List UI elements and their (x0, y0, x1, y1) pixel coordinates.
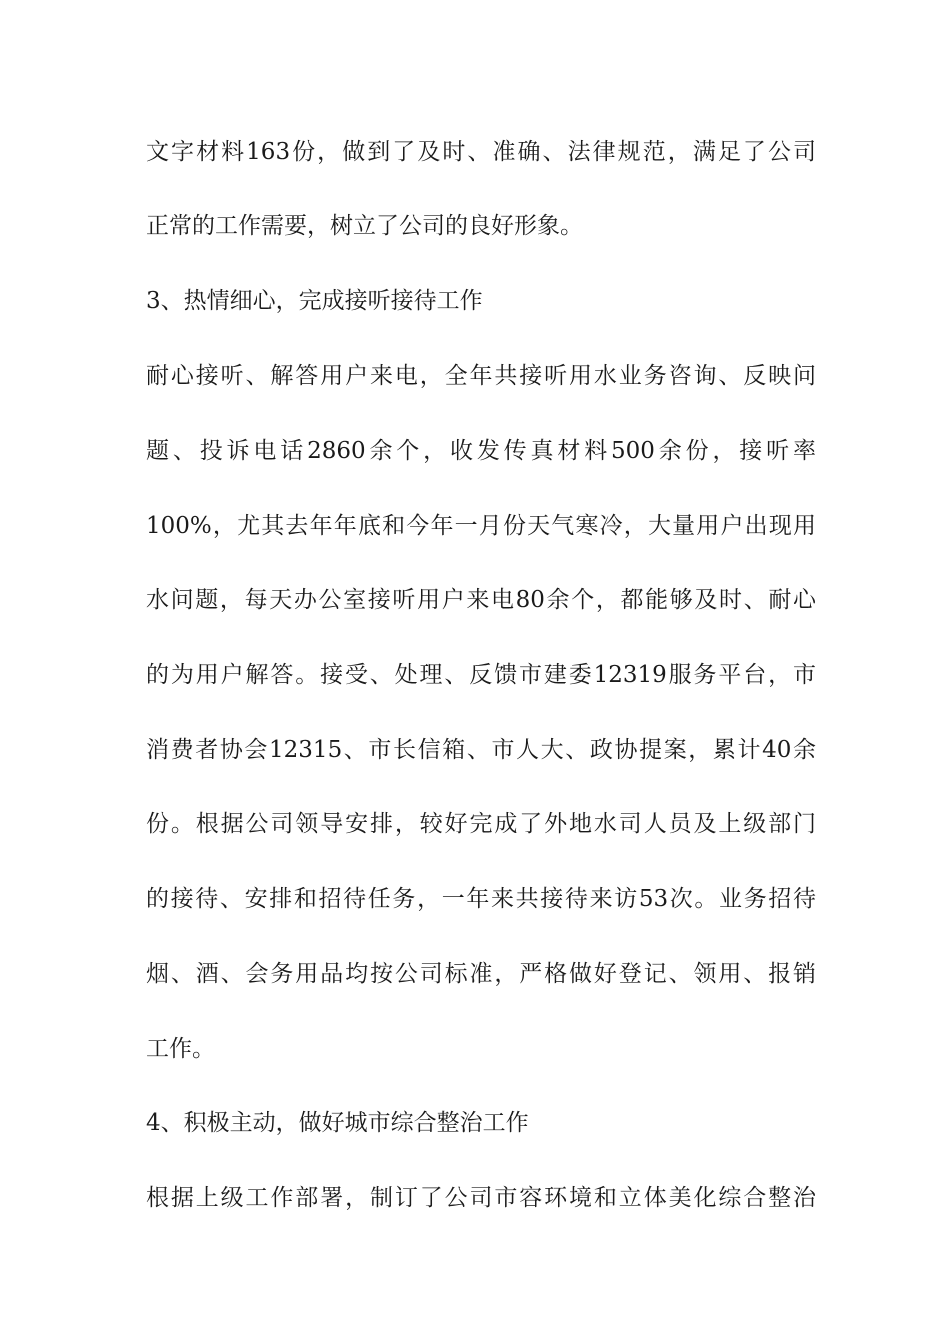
paragraph-line: 烟、酒、会务用品均按公司标准，严格做好登记、领用、报销 (146, 961, 816, 987)
paragraph-line: 的为用户解答。接受、处理、反馈市建委12319服务平台，市 (146, 662, 816, 688)
paragraph-line: 消费者协会12315、市长信箱、市人大、政协提案，累计40余 (146, 737, 816, 763)
paragraph-line: 根据上级工作部署，制订了公司市容环境和立体美化综合整治 (146, 1185, 816, 1211)
section-heading: 4、积极主动，做好城市综合整治工作 (146, 1110, 529, 1136)
paragraph-line: 题、投诉电话2860余个，收发传真材料500余份，接听率 (146, 438, 816, 464)
paragraph-line: 份。根据公司领导安排，较好完成了外地水司人员及上级部门 (146, 811, 816, 837)
paragraph-line: 的接待、安排和招待任务，一年来共接待来访53次。业务招待 (146, 886, 816, 912)
paragraph-line: 100%，尤其去年年底和今年一月份天气寒冷，大量用户出现用 (146, 513, 816, 539)
paragraph-line: 耐心接听、解答用户来电，全年共接听用水业务咨询、反映问 (146, 363, 816, 389)
section-heading: 3、热情细心，完成接听接待工作 (146, 288, 483, 314)
paragraph-line: 文字材料163份，做到了及时、准确、法律规范，满足了公司 (146, 139, 816, 165)
paragraph-line: 正常的工作需要，树立了公司的良好形象。 (146, 213, 583, 239)
paragraph-line: 水问题，每天办公室接听用户来电80余个，都能够及时、耐心 (146, 587, 816, 613)
paragraph-line: 工作。 (146, 1036, 215, 1062)
